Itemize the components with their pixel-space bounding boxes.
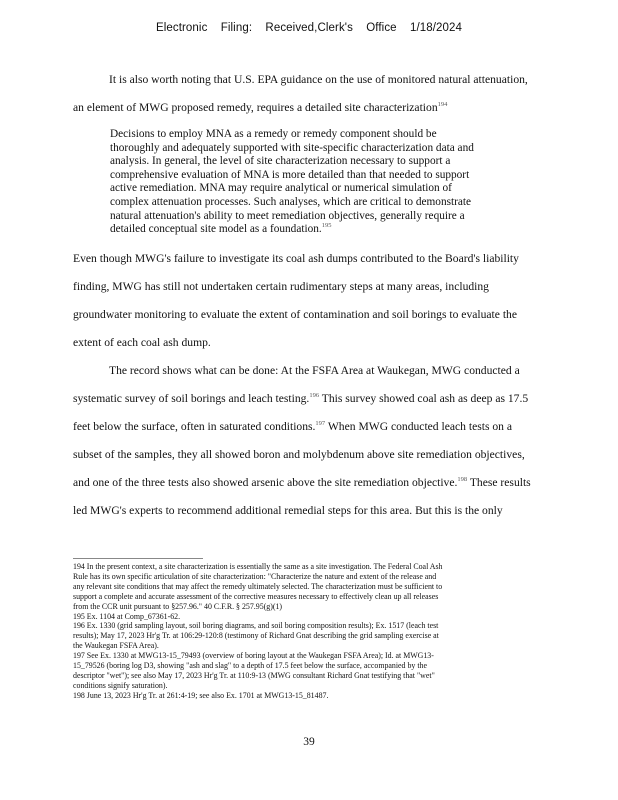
quote-line: analysis. In general, the level of site characterization necessary to support a (110, 155, 451, 168)
para3-line3-text: feet below the surface, often in saturated conditions. (73, 420, 316, 433)
para1-line1: It is also worth noting that U.S. EPA guidance on the use of monitored natural attenuation, (109, 73, 528, 86)
header-filing: Filing: (220, 22, 253, 34)
para3-line3 (73, 420, 512, 433)
quote-line: active remediation. MNA may require analytical or numerical simulation of (110, 182, 452, 195)
quote-line-text: detailed conceptual site model as a foundation. (110, 223, 322, 236)
para2-line4: extent of each coal ash dump. (73, 336, 211, 349)
footnote-line: 15_79526 (boring log D3, showing "ash and slag" to a depth of 17.5 feet below the surface, accompanied by the (73, 661, 427, 671)
para1-line2 (73, 101, 447, 114)
para3-line5-text: and one of the three tests also showed arsenic above the site remediation objective. (73, 476, 458, 489)
footnotes (73, 562, 548, 701)
footnote-line: 197 See Ex. 1330 at MWG13-15_79493 (overview of boring layout at the Waukegan FSFA Area); Id. at MWG13- (73, 651, 434, 661)
footnote-line: 194 In the present context, a site characterization is essentially the same as a site investigation. The Federal Coal Ash (73, 562, 443, 571)
page-number: 39 (303, 736, 315, 748)
footnote-ref-196: 196 (309, 392, 320, 400)
para3-line2-text: systematic survey of soil borings and leach testing. (73, 392, 310, 405)
header-date: 1/18/2024 (409, 22, 463, 34)
quote-line: comprehensive evaluation of MNA is more detailed than that needed to support (110, 168, 470, 181)
para3-line2 (73, 392, 528, 405)
quote-line: natural attenuation's ability to meet remediation objectives, generally require a (110, 209, 465, 222)
footnote-ref-194: 194 (437, 101, 448, 109)
para3-line2-cont: This survey showed coal ash as deep as 17.5 (319, 392, 529, 405)
block-quote (110, 128, 530, 237)
quote-line: Decisions to employ MNA as a remedy or remedy component should be (110, 128, 437, 140)
header-electronic: Electronic (155, 22, 208, 34)
para3-line1: The record shows what can be done: At the FSFA Area at Waukegan, MWG conducted a (109, 364, 520, 377)
footnote-ref-198: 198 (457, 476, 468, 484)
para2-line2: finding, MWG has still not undertaken certain rudimentary steps at many areas, including (73, 280, 489, 293)
footnote-ref-195: 195 (321, 222, 332, 230)
para3-line5-cont: These results (467, 476, 531, 489)
footnote-line: 196 Ex. 1330 (grid sampling layout, soil boring diagrams, and soil boring composition results); Ex. 1517 (leach test (73, 621, 439, 631)
footnote-line: Rule has its own specific articulation of site characterization: "Characterize the nature and extent of the release and (73, 571, 437, 581)
footnote-line: any relevant site conditions that may affect the remedy ultimately selected. The characterization must be sufficient to (73, 581, 443, 591)
para3-line5 (73, 476, 531, 489)
footnote-line: from the CCR unit pursuant to §257.96." 40 C.F.R. § 257.95(g)(1) (73, 601, 283, 611)
footnote-ref-197: 197 (315, 420, 326, 428)
footnote-line: 195 Ex. 1104 at Comp_67361-62. (73, 611, 181, 621)
footnote-divider (73, 558, 203, 559)
para2-line1: Even though MWG's failure to investigate its coal ash dumps contributed to the Board's liability (73, 252, 519, 265)
quote-line-last (110, 223, 530, 237)
header-received: Received,Clerk's (265, 22, 353, 34)
footnote-line: 198 June 13, 2023 Hr'g Tr. at 261:4-19; see also Ex. 1701 at MWG13-15_81487. (73, 690, 329, 700)
footnote-line: support a complete and accurate assessment of the corrective measures necessary to effectively clean up all releases (73, 591, 439, 601)
quote-line: thoroughly and adequately supported with site-specific characterization data and (110, 141, 474, 154)
para2-line3: groundwater monitoring to evaluate the extent of contamination and soil borings to evaluate the (73, 308, 517, 321)
filing-header (0, 22, 618, 34)
quote-line: complex attenuation processes. Such analyses, which are critical to demonstrate (110, 195, 472, 208)
footnote-line: descriptor "wet"); see also May 17, 2023 Hr'g Tr. at 110:9-13 (MWG consultant Richard Gnat testifying that "wet" (73, 670, 435, 680)
para3-line3-cont: When MWG conducted leach tests on a (325, 420, 513, 433)
footnote-line: results); May 17, 2023 Hr'g Tr. at 106:29-120:8 (testimony of Richard Gnat describing the grid sampling exercise at (73, 631, 439, 641)
header-office: Office (366, 22, 397, 34)
footnote-line: conditions signify saturation). (73, 680, 168, 690)
footnote-line: the Waukegan FSFA Area). (73, 641, 159, 651)
para3-line4: subset of the samples, they all showed boron and molybdenum above site remediation objectives, (73, 448, 525, 461)
para3-line6: led MWG's experts to recommend additional remedial steps for this area. But this is the only (73, 504, 503, 517)
para1-line2-text: an element of MWG proposed remedy, requires a detailed site characterization (73, 101, 438, 114)
